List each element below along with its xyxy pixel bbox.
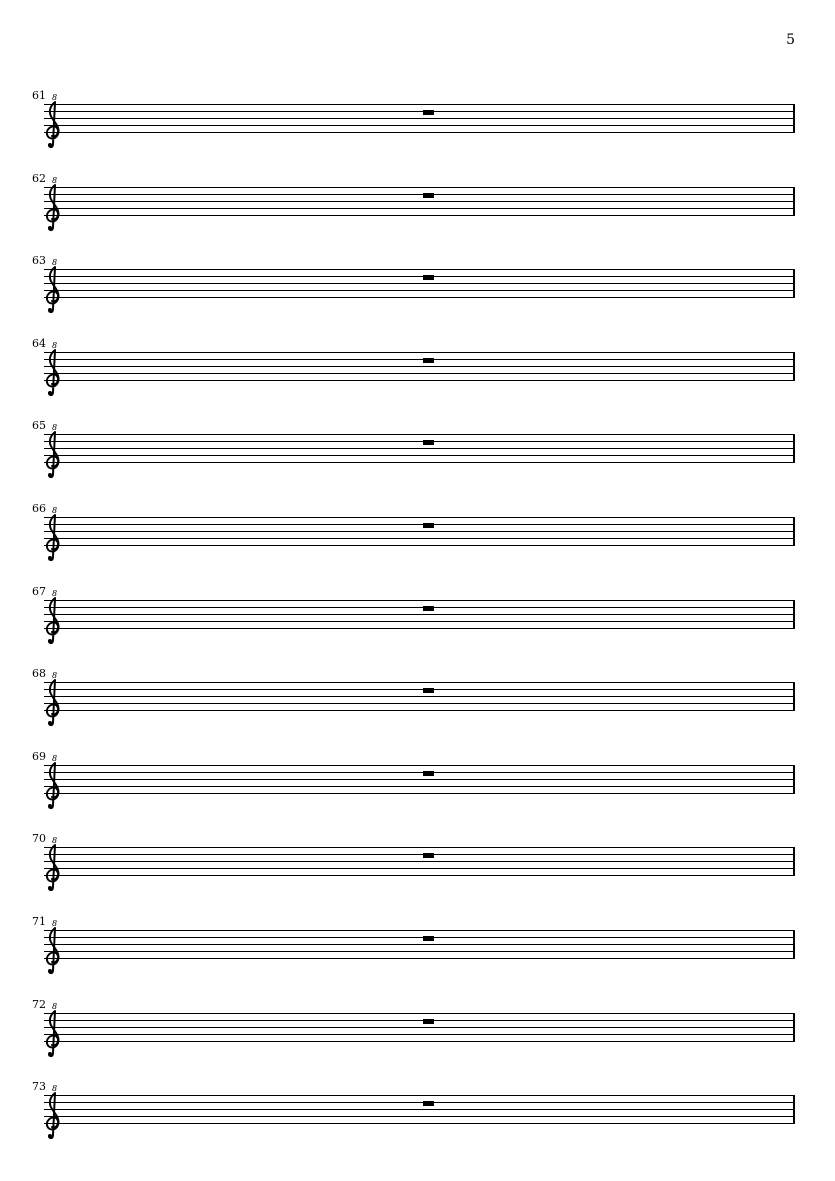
staff-system — [0, 916, 835, 976]
staff-system — [0, 503, 835, 563]
staff-line — [44, 373, 795, 374]
measure-number: 70 — [32, 832, 46, 846]
staff-line — [44, 868, 795, 869]
measure-number: 66 — [32, 502, 46, 515]
staff-line — [44, 600, 795, 601]
staff-line — [44, 455, 795, 456]
barline — [793, 930, 795, 959]
whole-rest-icon — [423, 853, 434, 858]
staff-line — [44, 779, 795, 780]
staff-system — [0, 338, 835, 398]
clef-ottava-mark: 8 — [52, 341, 58, 350]
staff-line — [44, 517, 795, 518]
staff-line — [44, 366, 795, 367]
treble-clef-8va-icon — [44, 920, 64, 980]
staff-line — [44, 276, 795, 277]
staff-line — [44, 132, 795, 133]
staff-line — [44, 434, 795, 435]
staff-line — [44, 215, 795, 216]
staff-line — [44, 352, 795, 353]
staff-line — [44, 1034, 795, 1035]
staff-system — [0, 173, 835, 233]
treble-clef-8va-icon — [44, 590, 64, 650]
staff-line — [44, 538, 795, 539]
staff-line — [44, 710, 795, 711]
measure-number: 65 — [32, 419, 46, 433]
staff-line — [44, 201, 795, 202]
barline — [793, 765, 795, 794]
staff-line — [44, 1102, 795, 1103]
clef-ottava-mark: 8 — [52, 920, 58, 928]
clef-ottava-mark: 8 — [52, 259, 58, 268]
staff-line — [44, 462, 795, 463]
clef-ottava-mark: 8 — [52, 424, 58, 433]
barline — [793, 434, 795, 463]
staff-system — [0, 668, 835, 728]
treble-clef-8va-icon — [44, 837, 64, 897]
staff-line — [44, 297, 795, 298]
staff-system — [0, 420, 835, 480]
clef-ottava-mark: 8 — [52, 94, 58, 102]
staff-line — [44, 930, 795, 931]
whole-rest-icon — [423, 1019, 434, 1024]
staff-line — [44, 958, 795, 959]
staff-line — [44, 1013, 795, 1014]
staff-line — [44, 689, 795, 690]
measure-number: 73 — [32, 1080, 46, 1094]
staff-line — [44, 772, 795, 773]
staff-line — [44, 951, 795, 952]
treble-clef-8va-icon — [44, 672, 64, 732]
staff-line — [44, 545, 795, 546]
staff-line — [44, 1020, 795, 1021]
measure-number: 68 — [32, 667, 46, 681]
staff-line — [44, 1116, 795, 1117]
staff-line — [44, 875, 795, 876]
treble-clef-8va-icon — [44, 1085, 64, 1145]
staff-line — [44, 765, 795, 766]
staff-line — [44, 607, 795, 608]
staff-system — [0, 90, 835, 150]
staff-line — [44, 104, 795, 105]
staff-line — [44, 194, 795, 195]
staff-system — [0, 255, 835, 315]
staff-line — [44, 628, 795, 629]
staff-line — [44, 944, 795, 945]
clef-ottava-mark: 8 — [52, 176, 58, 185]
treble-clef-8va-icon — [44, 342, 64, 402]
barline — [793, 600, 795, 629]
staff-system — [0, 999, 835, 1059]
treble-clef-8va-icon — [44, 177, 64, 237]
staff-line — [44, 187, 795, 188]
staff-line — [44, 524, 795, 525]
treble-clef-8va-icon — [44, 424, 64, 484]
page-number: 5 — [786, 32, 795, 48]
staff-line — [44, 861, 795, 862]
barline — [793, 104, 795, 133]
clef-ottava-mark: 8 — [52, 589, 58, 598]
measure-number: 63 — [32, 254, 46, 268]
whole-rest-icon — [423, 523, 434, 528]
staff-line — [44, 111, 795, 112]
measure-number: 71 — [32, 915, 46, 928]
staff-line — [44, 1123, 795, 1124]
barline — [793, 1095, 795, 1124]
measure-number: 61 — [32, 89, 46, 102]
measure-number: 62 — [32, 171, 46, 185]
barline — [793, 517, 795, 546]
barline — [793, 187, 795, 216]
staff-line — [44, 614, 795, 615]
whole-rest-icon — [423, 275, 434, 280]
staff-line — [44, 448, 795, 449]
staff-system — [0, 833, 835, 893]
staff-line — [44, 441, 795, 442]
barline — [793, 682, 795, 711]
staff-line — [44, 696, 795, 697]
whole-rest-icon — [423, 688, 434, 693]
treble-clef-8va-icon — [44, 94, 64, 154]
staff-line — [44, 290, 795, 291]
whole-rest-icon — [423, 771, 434, 776]
barline — [793, 269, 795, 298]
staff-line — [44, 621, 795, 622]
barline — [793, 847, 795, 876]
barline — [793, 352, 795, 381]
whole-rest-icon — [423, 110, 434, 115]
staff-line — [44, 531, 795, 532]
staff-system — [0, 586, 835, 646]
staff-line — [44, 283, 795, 284]
measure-number: 64 — [32, 336, 46, 350]
staff-line — [44, 847, 795, 848]
measure-number: 67 — [32, 584, 46, 598]
staff-line — [44, 937, 795, 938]
clef-ottava-mark: 8 — [52, 837, 58, 846]
staff-line — [44, 269, 795, 270]
staff-system — [0, 751, 835, 811]
staff-line — [44, 854, 795, 855]
staff-line — [44, 1109, 795, 1110]
staff-line — [44, 1027, 795, 1028]
staff-line — [44, 682, 795, 683]
staff-line — [44, 118, 795, 119]
treble-clef-8va-icon — [44, 259, 64, 319]
clef-ottava-mark: 8 — [52, 1002, 58, 1011]
clef-ottava-mark: 8 — [52, 1085, 58, 1094]
staff-line — [44, 786, 795, 787]
staff-line — [44, 380, 795, 381]
whole-rest-icon — [423, 358, 434, 363]
staff-system — [0, 1081, 835, 1141]
treble-clef-8va-icon — [44, 507, 64, 567]
whole-rest-icon — [423, 1101, 434, 1106]
staff-line — [44, 793, 795, 794]
clef-ottava-mark: 8 — [52, 672, 58, 681]
treble-clef-8va-icon — [44, 1003, 64, 1063]
staff-line — [44, 125, 795, 126]
clef-ottava-mark: 8 — [52, 754, 58, 763]
staff-line — [44, 1041, 795, 1042]
staff-line — [44, 1095, 795, 1096]
measure-number: 72 — [32, 997, 46, 1011]
clef-ottava-mark: 8 — [52, 507, 58, 515]
staff-line — [44, 359, 795, 360]
whole-rest-icon — [423, 936, 434, 941]
barline — [793, 1013, 795, 1042]
staff-line — [44, 703, 795, 704]
staff-line — [44, 208, 795, 209]
whole-rest-icon — [423, 440, 434, 445]
whole-rest-icon — [423, 193, 434, 198]
treble-clef-8va-icon — [44, 755, 64, 815]
whole-rest-icon — [423, 606, 434, 611]
measure-number: 69 — [32, 749, 46, 763]
